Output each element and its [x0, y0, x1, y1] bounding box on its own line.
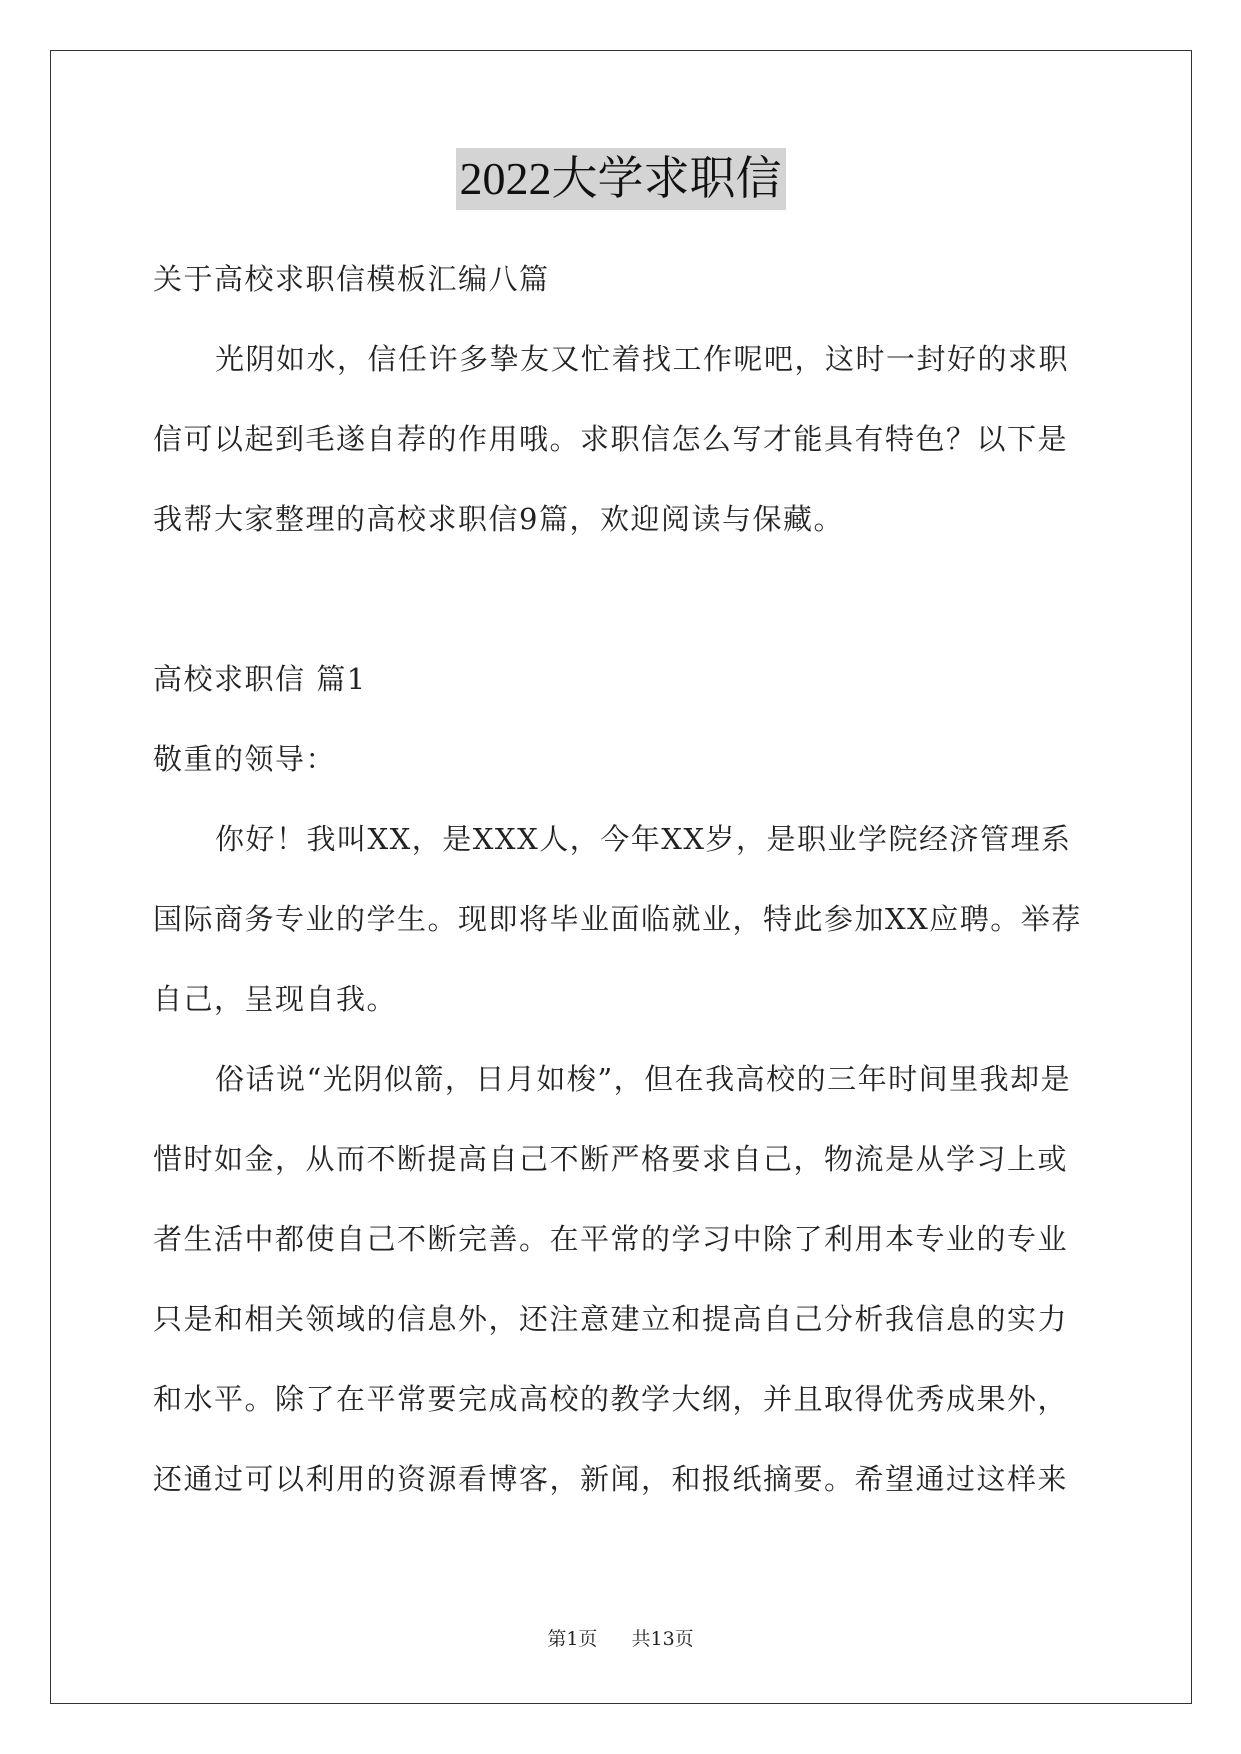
paragraph-line: 你好！我叫XX，是XXX人，今年XX岁，是职业学院经济管理系 — [215, 822, 1072, 856]
paragraph-line: 惜时如金，从而不断提高自己不断严格要求自己，物流是从学习上或 — [153, 1142, 1069, 1176]
paragraph-line: 我帮大家整理的高校求职信9篇，欢迎阅读与保藏。 — [153, 502, 844, 536]
paragraph-line: 信可以起到毛遂自荐的作用哦。求职信怎么写才能具有特色？以下是 — [153, 422, 1069, 456]
document-title: 2022大学求职信 — [456, 148, 786, 210]
paragraph-line: 和水平。除了在平常要完成高校的教学大纲，并且取得优秀成果外， — [153, 1382, 1069, 1416]
paragraph-line: 还通过可以利用的资源看博客，新闻，和报纸摘要。希望通过这样来 — [153, 1462, 1069, 1496]
paragraph-line: 自己，呈现自我。 — [153, 982, 398, 1016]
page-footer — [0, 1624, 1241, 1651]
page-total: 共13页 — [631, 1628, 694, 1650]
paragraph-line: 者生活中都使自己不断完善。在平常的学习中除了利用本专业的专业 — [153, 1222, 1069, 1256]
subtitle-line: 关于高校求职信模板汇编八篇 — [153, 262, 550, 296]
paragraph-line: 只是和相关领域的信息外，还注意建立和提高自己分析我信息的实力 — [153, 1302, 1069, 1336]
document-body — [153, 239, 1093, 1519]
section-heading: 高校求职信 篇1 — [153, 662, 367, 696]
paragraph-line: 俗话说“光阴似箭，日月如梭”，但在我高校的三年时间里我却是 — [215, 1062, 1072, 1096]
paragraph-line: 国际商务专业的学生。现即将毕业面临就业，特此参加XX应聘。举荐 — [153, 902, 1082, 936]
page-number: 第1页 — [547, 1628, 598, 1650]
title-container — [0, 148, 1241, 210]
paragraph-line: 光阴如水，信任许多挚友又忙着找工作呢吧，这时一封好的求职 — [215, 342, 1070, 376]
salutation-line: 敬重的领导： — [153, 742, 337, 776]
